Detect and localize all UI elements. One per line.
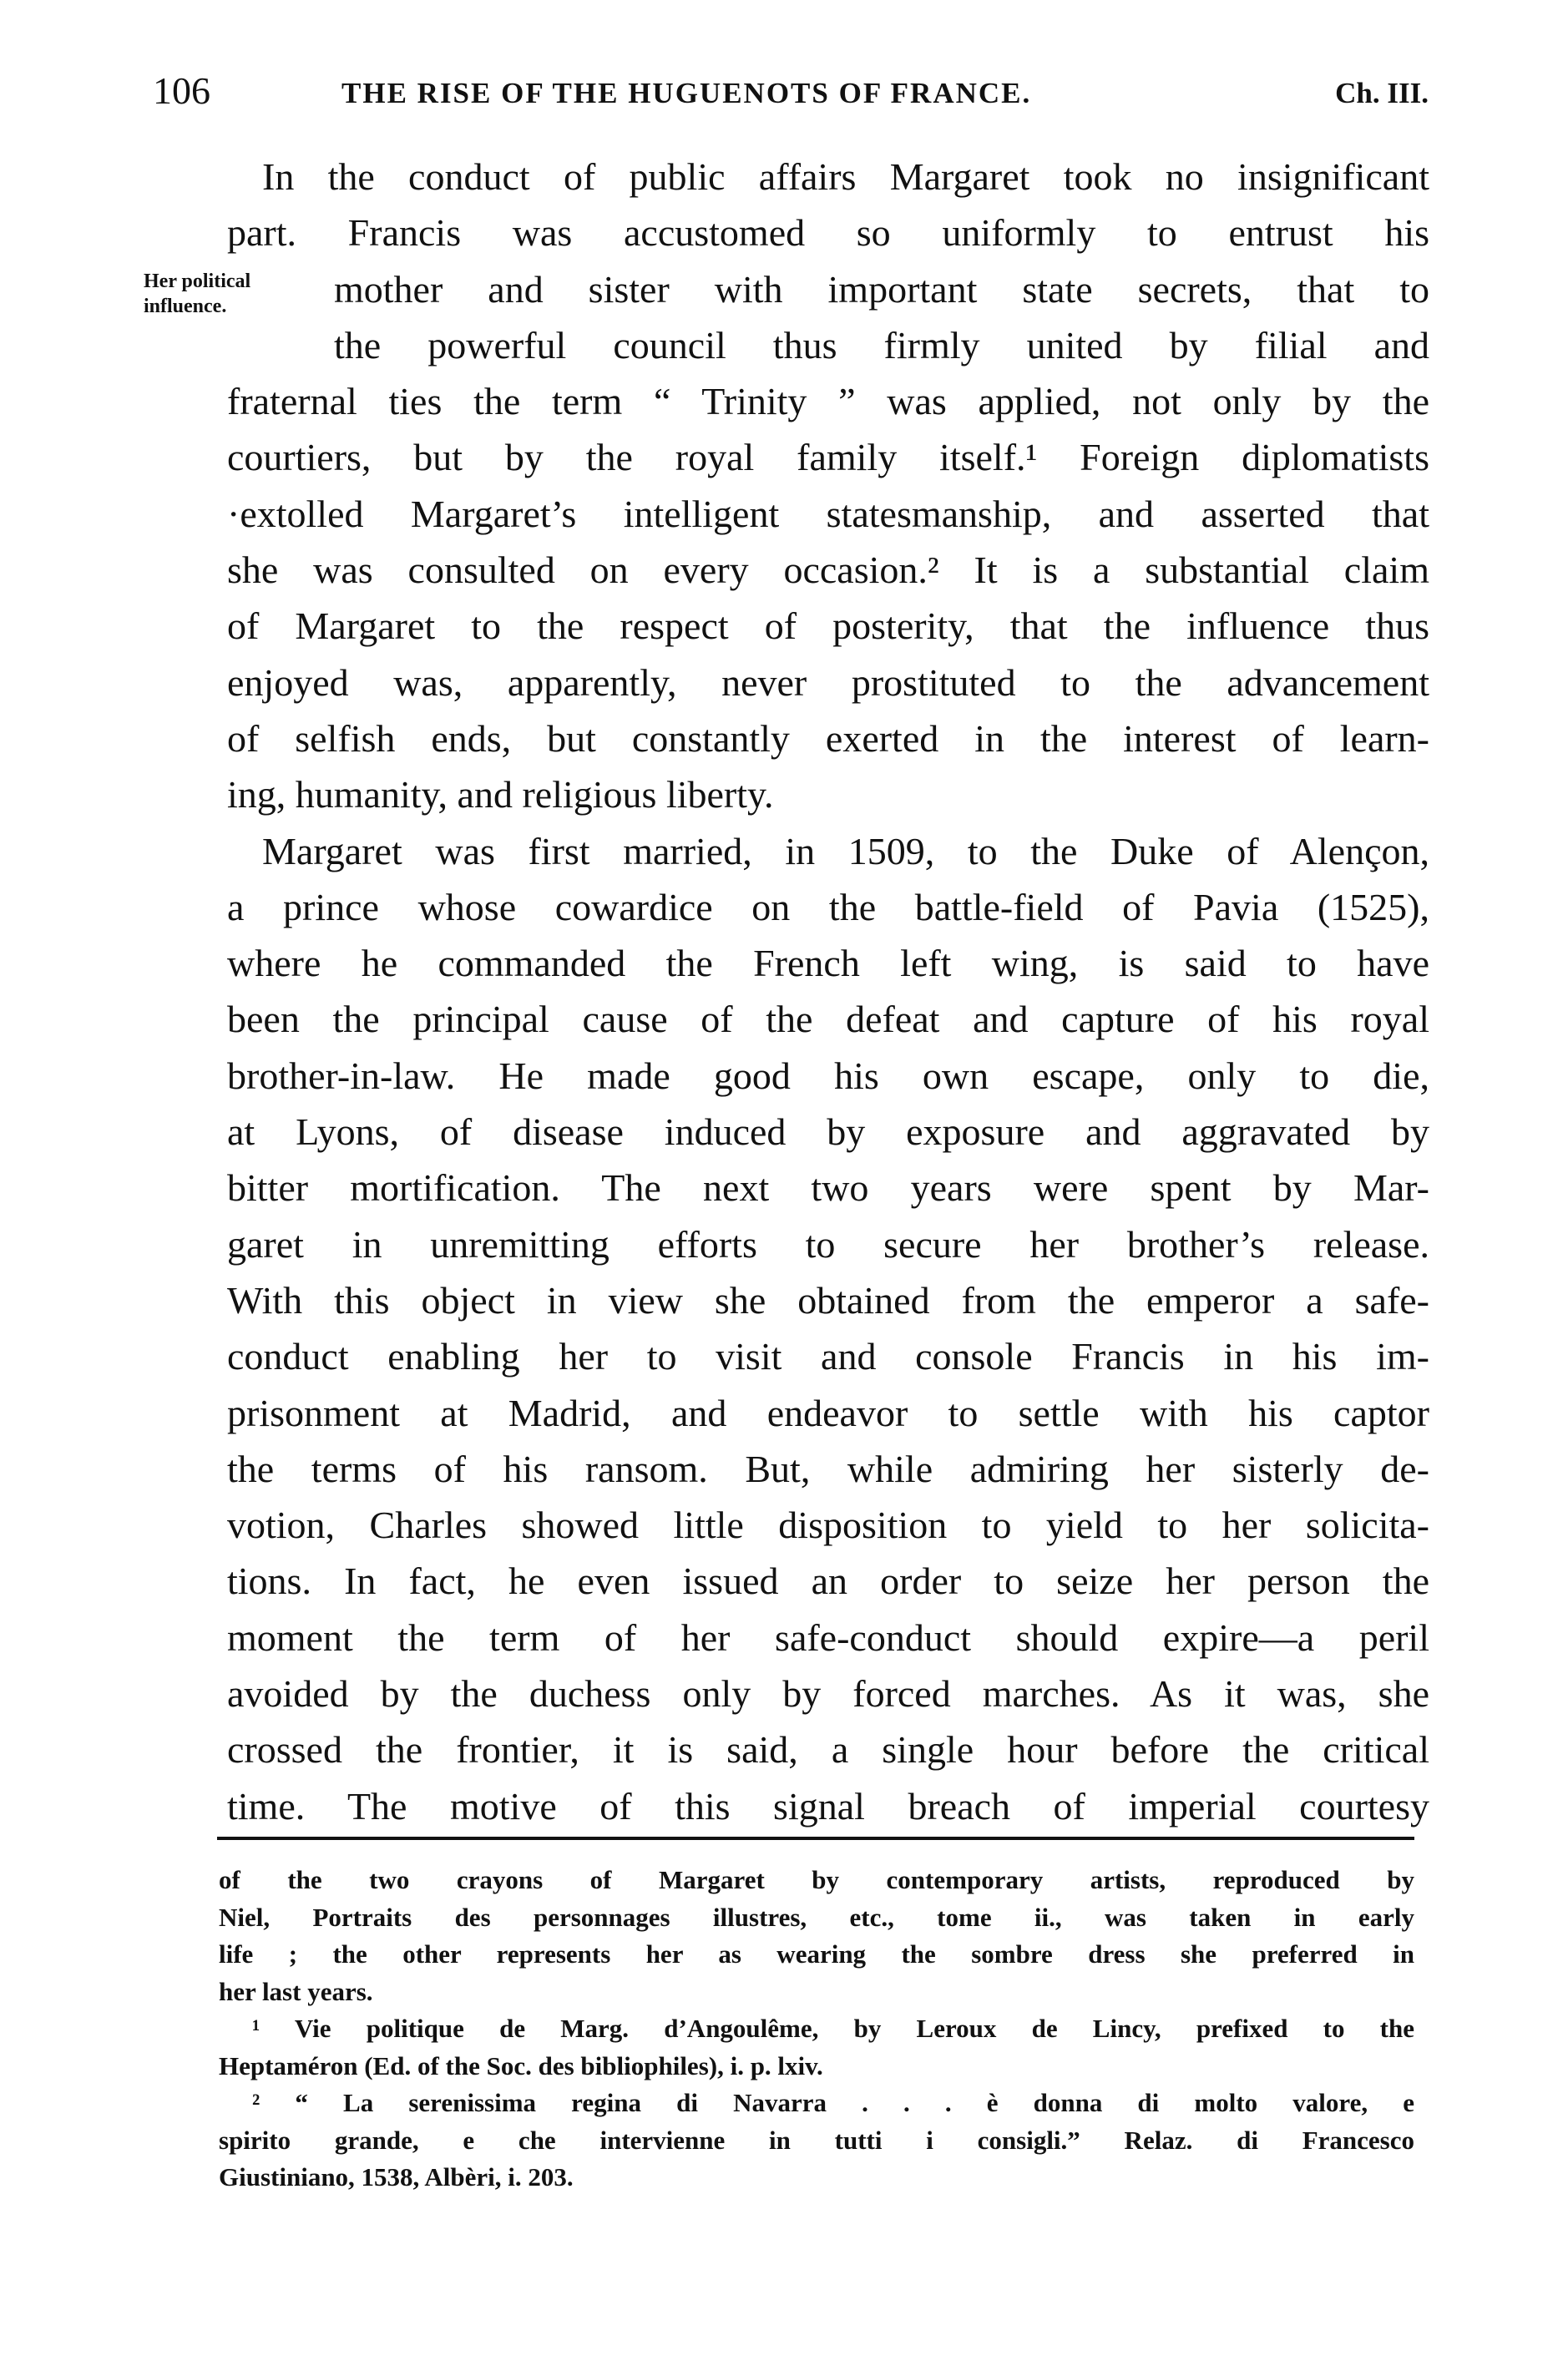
body-line: time. The motive of this signal breach of imperial courtesy: [227, 1784, 1429, 1828]
body-text: [227, 149, 1429, 1834]
body-line: at Lyons, of disease induced by exposure and aggravated by: [227, 1110, 1429, 1154]
body-line: crossed the frontier, it is said, a single hour before the critical: [227, 1728, 1429, 1772]
body-line: a prince whose cowardice on the battle-field of Pavia (1525),: [227, 885, 1429, 928]
body-line: brother-in-law. He made good his own escape, only to die,: [227, 1054, 1429, 1097]
footnote-line: Heptaméron (Ed. of the Soc. des bibliophiles), i. p. lxiv.: [219, 2050, 823, 2080]
body-line: she was consulted on every occasion.² It is a substantial claim: [227, 549, 1429, 592]
body-line: been the principal cause of the defeat and capture of his royal: [227, 998, 1429, 1041]
running-title: THE RISE OF THE HUGUENOTS OF FRANCE.: [341, 77, 1032, 109]
body-line: the terms of his ransom. But, while admiring her sisterly de-: [227, 1447, 1429, 1490]
footnote-line: spirito grande, e che intervienne in tutti i consigli.” Relaz. di Francesco: [219, 2125, 1414, 2155]
body-line: of selfish ends, but constantly exerted in the interest of learn-: [227, 716, 1429, 760]
body-line: ·extolled Margaret’s intelligent statesmanship, and asserted that: [227, 492, 1429, 535]
body-line: conduct enabling her to visit and console Francis in his im-: [227, 1335, 1429, 1378]
chapter-label: Ch. III.: [1335, 77, 1429, 109]
body-line: Margaret was first married, in 1509, to the Duke of Alençon,: [262, 829, 1429, 872]
body-line: With this object in view she obtained from the emperor a safe-: [227, 1278, 1429, 1322]
body-line: prisonment at Madrid, and endeavor to settle with his captor: [227, 1391, 1429, 1434]
footnote-2: ² “ La serenissima regina di Navarra . . . è donna di molto valore, e: [252, 2088, 1414, 2117]
body-line: bitter mortification. The next two years were spent by Mar-: [227, 1166, 1429, 1210]
body-line: enjoyed was, apparently, never prostituted to the advancement: [227, 660, 1429, 704]
page-header: [153, 68, 1429, 119]
body-line: the powerful council thus firmly united by filial and: [334, 323, 1429, 367]
body-line: where he commanded the French left wing, is said to have: [227, 942, 1429, 985]
body-line: fraternal ties the term “ Trinity ” was applied, not only by the: [227, 380, 1429, 423]
body-line: mother and sister with important state secrets, that to: [334, 267, 1429, 311]
margin-note-line: influence.: [144, 296, 227, 317]
body-line: courtiers, but by the royal family itself.¹ Foreign diplomatists: [227, 436, 1429, 479]
footnote-line: of the two crayons of Margaret by contemporary artists, reproduced by: [219, 1865, 1414, 1894]
body-line: garet in unremitting efforts to secure her brother’s release.: [227, 1222, 1429, 1266]
footnotes: [219, 1862, 1414, 2197]
body-line: In the conduct of public affairs Margaret took no insignificant: [262, 155, 1429, 198]
margin-note-line: Her political: [144, 270, 251, 292]
body-line: part. Francis was accustomed so uniformly to entrust his: [227, 211, 1429, 255]
footnote-line: Niel, Portraits des personnages illustres, etc., tome ii., was taken in early: [219, 1902, 1414, 1932]
body-line: avoided by the duchess only by forced marches. As it was, she: [227, 1672, 1429, 1716]
footnote-1: ¹ Vie politique de Marg. d’Angoulême, by Leroux de Lincy, prefixed to the: [252, 2014, 1414, 2043]
body-line: ing, humanity, and religious liberty.: [227, 773, 774, 816]
footnote-line: life ; the other represents her as wearing the sombre dress she preferred in: [219, 1939, 1414, 1969]
body-line: votion, Charles showed little disposition to yield to her solicita-: [227, 1504, 1429, 1547]
footnote-line: her last years.: [219, 1976, 373, 2006]
page-number: 106: [153, 69, 210, 112]
body-line: of Margaret to the respect of posterity, that the influence thus: [227, 604, 1429, 648]
body-line: tions. In fact, he even issued an order to seize her person the: [227, 1560, 1429, 1603]
footnote-line: Giustiniano, 1538, Albèri, i. 203.: [219, 2162, 574, 2192]
body-line: moment the term of her safe-conduct should expire—a peril: [227, 1615, 1429, 1659]
footnote-divider: [217, 1837, 1414, 1840]
